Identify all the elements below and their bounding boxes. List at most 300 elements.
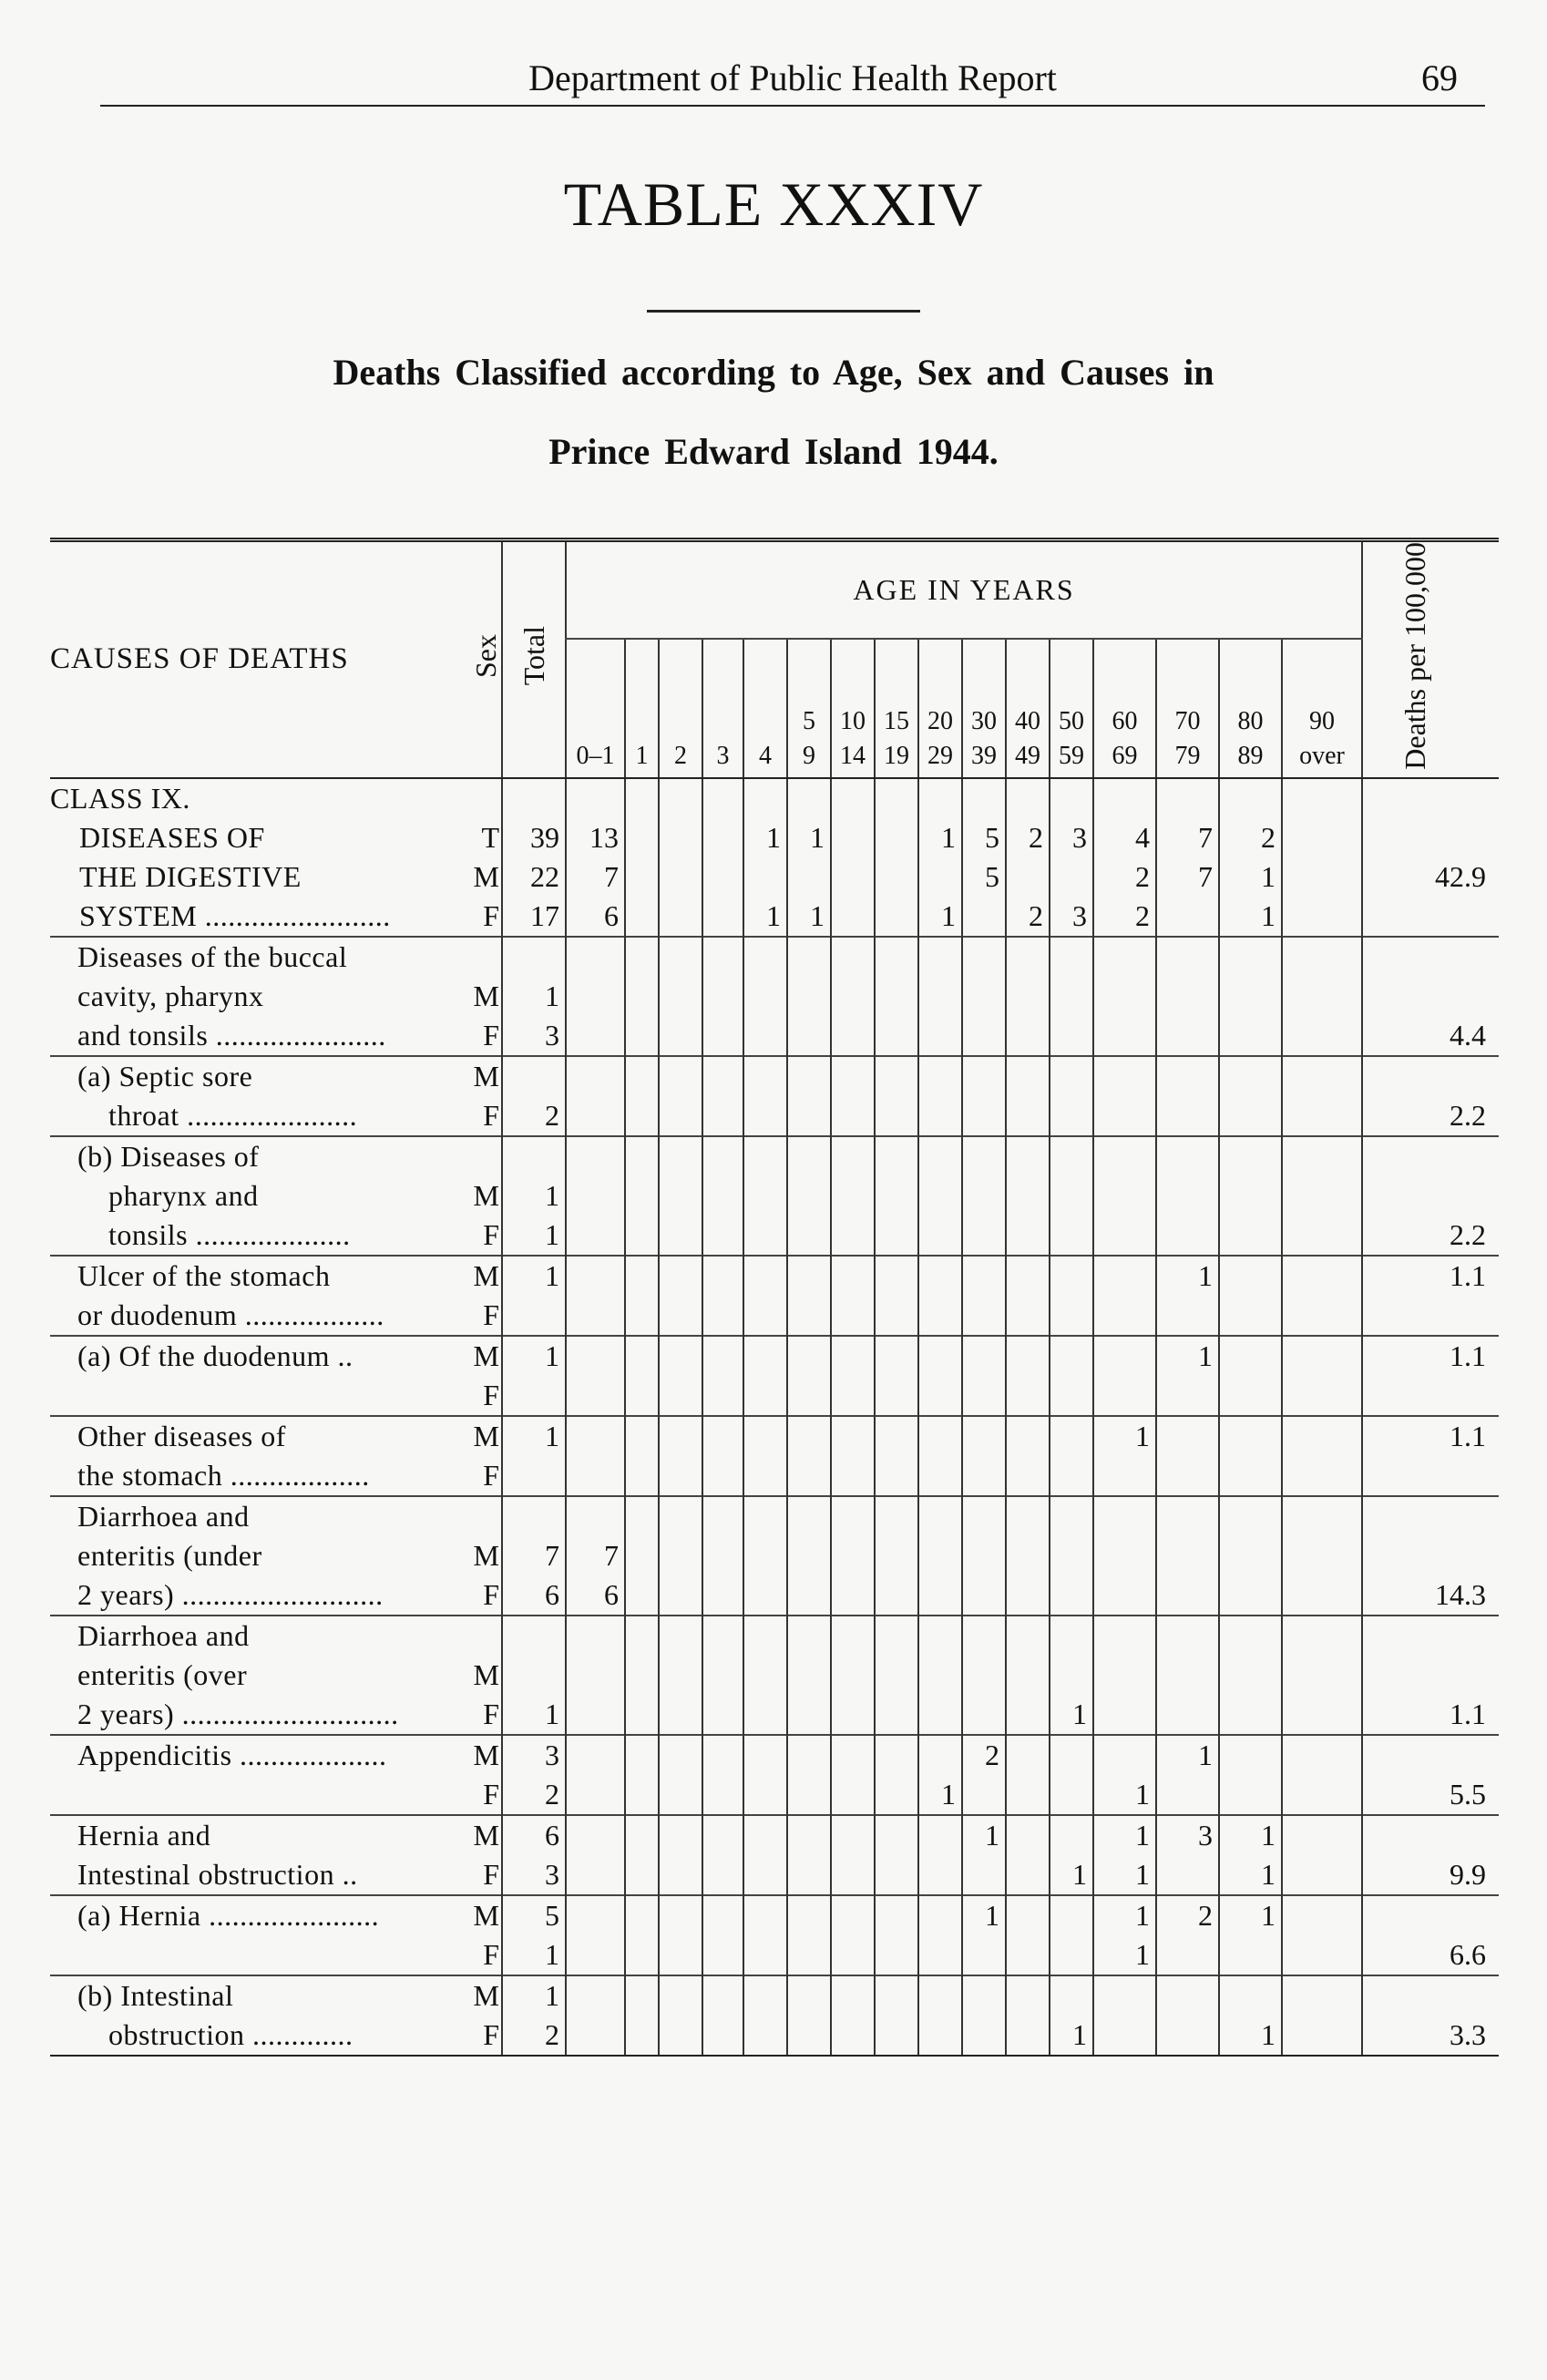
age-count-cell: [702, 1855, 743, 1895]
total-cell: [502, 1376, 566, 1416]
age-count-cell: [831, 1296, 875, 1336]
cause-cell: [50, 1775, 469, 1815]
age-count-cell: [1050, 1735, 1093, 1775]
age-count-cell: [625, 1376, 659, 1416]
total-cell: [502, 1456, 566, 1496]
cause-cell: DISEASES OF: [79, 820, 265, 854]
age-count-cell: [831, 1935, 875, 1975]
age-count-cell: [787, 1775, 831, 1815]
sex-cell: M: [469, 1735, 502, 1775]
age-count-cell: [1156, 1616, 1219, 1656]
age-count-cell: [875, 1735, 918, 1775]
age-count-cell: [1006, 1376, 1050, 1416]
table-row: [50, 778, 1499, 818]
cause-cell: enteritis (over: [77, 1657, 248, 1691]
age-band-header: [1156, 639, 1219, 778]
cause-cell: (b) Diseases of: [50, 1136, 469, 1176]
age-count-cell: [787, 2016, 831, 2056]
sex-cell: M: [473, 1178, 499, 1212]
age-count-cell: [918, 1975, 962, 2016]
table-row: [50, 1296, 1499, 1336]
age-count-cell: [1156, 2016, 1219, 2056]
age-count-cell: [1050, 1296, 1093, 1336]
age-count-cell: 1: [787, 897, 831, 937]
age-band-from: 60: [1112, 706, 1138, 735]
age-count-cell: [1219, 1296, 1282, 1336]
header-rate: [1362, 540, 1499, 778]
age-count-cell: [1219, 1056, 1282, 1096]
age-count-cell: [743, 1016, 787, 1056]
age-count-cell: [659, 1536, 702, 1575]
age-count-cell: [1282, 1935, 1362, 1975]
age-count-cell: [875, 937, 918, 977]
age-count-cell: [625, 1256, 659, 1296]
age-count-cell: [1093, 977, 1156, 1016]
sex-cell: M: [473, 979, 499, 1012]
age-count-cell: [1156, 1416, 1219, 1456]
age-count-cell: [1050, 1775, 1093, 1815]
age-count-cell: [566, 1815, 625, 1855]
age-count-cell: [962, 778, 1006, 818]
age-count-cell: 3: [1050, 897, 1093, 937]
total-cell: [502, 1136, 566, 1176]
cause-cell: tonsils ....................: [77, 1217, 351, 1251]
age-count-cell: [787, 1456, 831, 1496]
deaths-table-wrapper: [50, 538, 1499, 2057]
age-count-cell: [787, 1136, 831, 1176]
age-count-cell: [875, 1656, 918, 1695]
age-count-cell: [702, 1815, 743, 1855]
age-count-cell: [1282, 1296, 1362, 1336]
age-count-cell: [659, 1575, 702, 1616]
age-count-cell: [787, 1815, 831, 1855]
age-count-cell: [1282, 1695, 1362, 1735]
age-count-cell: [1050, 1336, 1093, 1376]
table-row: [50, 1056, 1499, 1096]
total-cell: 3: [502, 1855, 566, 1895]
age-count-cell: [1006, 2016, 1050, 2056]
age-count-cell: [831, 937, 875, 977]
age-count-cell: [1050, 1136, 1093, 1176]
age-count-cell: [918, 1016, 962, 1056]
age-count-cell: [702, 1056, 743, 1096]
age-band-to: 1: [635, 741, 649, 770]
age-count-cell: [962, 1456, 1006, 1496]
age-count-cell: [1219, 1656, 1282, 1695]
age-count-cell: [831, 1695, 875, 1735]
age-count-cell: [831, 1456, 875, 1496]
total-cell: 3: [502, 1735, 566, 1775]
age-count-cell: [1219, 1016, 1282, 1056]
age-count-cell: [831, 1336, 875, 1376]
age-count-cell: [1282, 1536, 1362, 1575]
age-count-cell: [1050, 1656, 1093, 1695]
age-count-cell: [918, 1096, 962, 1136]
age-band-to: 3: [716, 741, 730, 770]
rate-cell: 9.9: [1362, 1855, 1499, 1895]
rate-cell: [1362, 1376, 1499, 1416]
age-band-from: 20: [927, 706, 953, 735]
age-count-cell: [1093, 1376, 1156, 1416]
age-count-cell: [962, 1096, 1006, 1136]
age-count-cell: 2: [1093, 857, 1156, 897]
age-count-cell: [831, 1176, 875, 1216]
sex-cell: F: [483, 1298, 499, 1331]
cause-cell: Other diseases of: [50, 1416, 469, 1456]
sex-cell: [469, 778, 502, 818]
age-count-cell: [566, 977, 625, 1016]
age-count-cell: [875, 1895, 918, 1935]
age-count-cell: [875, 1935, 918, 1975]
age-count-cell: [1050, 778, 1093, 818]
table-row: [50, 1695, 1499, 1735]
age-count-cell: [1282, 1136, 1362, 1176]
table-row: [50, 1575, 1499, 1616]
age-count-cell: [1093, 1456, 1156, 1496]
age-count-cell: [659, 1016, 702, 1056]
rate-cell: 3.3: [1362, 2016, 1499, 2056]
age-count-cell: [743, 1735, 787, 1775]
age-count-cell: [743, 1176, 787, 1216]
age-count-cell: [625, 1416, 659, 1456]
sex-cell: F: [483, 1378, 499, 1411]
table-row: [50, 897, 1499, 937]
sex-cell: M: [469, 1975, 502, 2016]
age-count-cell: [831, 1016, 875, 1056]
sex-cell: F: [469, 2016, 502, 2056]
age-count-cell: [1156, 1656, 1219, 1695]
age-count-cell: [1093, 1056, 1156, 1096]
age-count-cell: [1219, 1176, 1282, 1216]
age-count-cell: [1219, 1616, 1282, 1656]
total-cell: 1: [502, 1695, 566, 1735]
age-count-cell: 6: [566, 1575, 625, 1616]
age-count-cell: [1006, 1735, 1050, 1775]
age-count-cell: [962, 937, 1006, 977]
age-count-cell: [1006, 857, 1050, 897]
sex-cell: [469, 1496, 502, 1536]
age-count-cell: [875, 778, 918, 818]
age-count-cell: [787, 1376, 831, 1416]
rate-cell: [1362, 1136, 1499, 1176]
age-count-cell: 1: [1050, 2016, 1093, 2056]
age-count-cell: [831, 1616, 875, 1656]
age-count-cell: [831, 1136, 875, 1176]
age-count-cell: [962, 1136, 1006, 1176]
deaths-table: [50, 538, 1499, 2057]
total-cell: 5: [502, 1895, 566, 1935]
cause-cell: 2 years) ..........................: [77, 1577, 384, 1611]
age-count-cell: 2: [962, 1735, 1006, 1775]
caption-line-2: Prince Edward Island 1944.: [548, 431, 999, 472]
age-count-cell: [1282, 1496, 1362, 1536]
age-count-cell: [831, 778, 875, 818]
age-count-cell: [566, 1975, 625, 2016]
age-count-cell: [1219, 1695, 1282, 1735]
age-count-cell: [743, 1536, 787, 1575]
age-count-cell: 4: [1093, 818, 1156, 857]
age-count-cell: [1006, 778, 1050, 818]
age-count-cell: [1050, 1975, 1093, 2016]
age-count-cell: [659, 1416, 702, 1456]
total-cell: 1: [502, 1416, 566, 1456]
age-count-cell: [918, 1815, 962, 1855]
age-count-cell: [787, 937, 831, 977]
table-row: [50, 1616, 1499, 1656]
age-count-cell: [918, 1456, 962, 1496]
age-band-header: [702, 639, 743, 778]
age-count-cell: [831, 2016, 875, 2056]
age-count-cell: [743, 1616, 787, 1656]
age-band-header: [1006, 639, 1050, 778]
age-band-from: 80: [1237, 706, 1264, 735]
age-count-cell: [566, 1376, 625, 1416]
total-cell: [502, 1616, 566, 1656]
age-count-cell: [702, 1176, 743, 1216]
running-head: [100, 56, 1485, 111]
age-count-cell: [566, 778, 625, 818]
age-count-cell: [743, 1416, 787, 1456]
age-count-cell: [702, 1895, 743, 1935]
total-cell: [502, 937, 566, 977]
age-count-cell: [962, 1256, 1006, 1296]
table-row: [50, 1496, 1499, 1536]
age-count-cell: [1050, 1376, 1093, 1416]
age-count-cell: [625, 1096, 659, 1136]
age-count-cell: [566, 1496, 625, 1536]
age-count-cell: [659, 1176, 702, 1216]
age-band-header: [625, 639, 659, 778]
age-count-cell: [659, 1456, 702, 1496]
age-count-cell: [625, 1496, 659, 1536]
age-count-cell: [1219, 1136, 1282, 1176]
age-count-cell: [702, 1656, 743, 1695]
age-band-header: [787, 639, 831, 778]
age-count-cell: 1: [918, 818, 962, 857]
rate-cell: 42.9: [1362, 857, 1499, 897]
age-count-cell: [1282, 1775, 1362, 1815]
age-band-from: [660, 704, 702, 739]
age-count-cell: [962, 1575, 1006, 1616]
header-rate-label: Deaths per 100,000: [1398, 542, 1431, 770]
rate-cell: [1362, 1815, 1499, 1855]
age-count-cell: [1050, 1056, 1093, 1096]
age-count-cell: [1219, 937, 1282, 977]
age-count-cell: [918, 1056, 962, 1096]
age-band-from: [567, 704, 624, 739]
age-count-cell: [1282, 1656, 1362, 1695]
age-count-cell: [787, 1855, 831, 1895]
rate-cell: [1362, 1616, 1499, 1656]
age-count-cell: [1093, 2016, 1156, 2056]
age-count-cell: [831, 1096, 875, 1136]
age-count-cell: [787, 977, 831, 1016]
header-age-in-years: AGE IN YEARS: [566, 540, 1362, 640]
age-count-cell: [918, 937, 962, 977]
age-count-cell: [566, 1176, 625, 1216]
total-cell: 22: [502, 857, 566, 897]
age-count-cell: [1282, 1895, 1362, 1935]
age-count-cell: [566, 1056, 625, 1096]
age-count-cell: [1219, 977, 1282, 1016]
age-count-cell: [1006, 1895, 1050, 1935]
age-count-cell: [787, 1895, 831, 1935]
age-count-cell: [1219, 1376, 1282, 1416]
age-count-cell: [1050, 1096, 1093, 1136]
sex-cell: [469, 1136, 502, 1176]
age-count-cell: [566, 1136, 625, 1176]
age-count-cell: [1156, 1016, 1219, 1056]
age-count-cell: [743, 1935, 787, 1975]
age-band-from: 15: [884, 706, 909, 735]
age-count-cell: [743, 1376, 787, 1416]
age-count-cell: [875, 1256, 918, 1296]
age-count-cell: [702, 1496, 743, 1536]
age-count-cell: [1156, 977, 1219, 1016]
age-count-cell: [743, 1256, 787, 1296]
age-count-cell: [659, 1775, 702, 1815]
age-count-cell: [1050, 1575, 1093, 1616]
age-count-cell: [743, 857, 787, 897]
age-band-to: 89: [1237, 741, 1264, 770]
sex-cell: M: [473, 859, 499, 893]
age-count-cell: [1156, 1496, 1219, 1536]
age-band-from: 5: [803, 706, 815, 735]
cause-cell: Appendicitis ...................: [50, 1735, 469, 1775]
age-count-cell: [1093, 1176, 1156, 1216]
age-count-cell: [1156, 1176, 1219, 1216]
age-count-cell: [566, 937, 625, 977]
age-count-cell: 1: [1156, 1735, 1219, 1775]
sex-cell: [469, 1616, 502, 1656]
age-count-cell: [702, 1775, 743, 1815]
page-number: 69: [1421, 57, 1458, 98]
age-count-cell: [875, 1496, 918, 1536]
sex-cell: M: [469, 1895, 502, 1935]
age-count-cell: [875, 1176, 918, 1216]
age-band-header: [831, 639, 875, 778]
cause-cell: and tonsils ......................: [77, 1018, 386, 1052]
age-count-cell: [831, 1815, 875, 1855]
age-count-cell: [625, 1895, 659, 1935]
age-count-cell: 1: [1219, 1815, 1282, 1855]
age-count-cell: [1093, 1735, 1156, 1775]
age-count-cell: [1050, 937, 1093, 977]
age-count-cell: [787, 1536, 831, 1575]
age-count-cell: [918, 2016, 962, 2056]
age-count-cell: [1006, 1456, 1050, 1496]
rate-cell: 4.4: [1362, 1016, 1499, 1056]
age-count-cell: [1006, 1616, 1050, 1656]
total-cell: 6: [502, 1575, 566, 1616]
age-count-cell: [566, 1256, 625, 1296]
age-band-to: 14: [840, 741, 866, 770]
age-count-cell: [1006, 1775, 1050, 1815]
age-count-cell: 1: [1156, 1336, 1219, 1376]
age-count-cell: 1: [962, 1895, 1006, 1935]
age-count-cell: [787, 1416, 831, 1456]
total-cell: [502, 1296, 566, 1336]
title-rule: [647, 310, 920, 313]
age-count-cell: [962, 2016, 1006, 2056]
age-count-cell: [1006, 1575, 1050, 1616]
cause-cell: Diarrhoea and: [50, 1496, 469, 1536]
age-count-cell: [625, 897, 659, 937]
age-count-cell: [1050, 1176, 1093, 1216]
cause-cell: SYSTEM ........................: [79, 898, 391, 932]
age-count-cell: [1006, 1416, 1050, 1456]
cause-cell: the stomach ..................: [77, 1458, 370, 1492]
age-count-cell: [875, 1456, 918, 1496]
age-count-cell: [1093, 1256, 1156, 1296]
total-cell: [502, 1496, 566, 1536]
age-count-cell: [625, 977, 659, 1016]
total-cell: 17: [502, 897, 566, 937]
age-count-cell: [918, 1176, 962, 1216]
cause-cell: or duodenum ..................: [77, 1298, 384, 1331]
age-count-cell: [1156, 1456, 1219, 1496]
age-count-cell: [566, 1016, 625, 1056]
age-count-cell: [787, 1096, 831, 1136]
age-band-header: [1219, 639, 1282, 778]
age-count-cell: [702, 818, 743, 857]
cause-cell: THE DIGESTIVE: [79, 859, 302, 893]
age-band-from: 40: [1015, 706, 1040, 735]
age-count-cell: [962, 1176, 1006, 1216]
age-band-header: [566, 639, 625, 778]
age-count-cell: [1156, 937, 1219, 977]
age-count-cell: [831, 1216, 875, 1256]
age-count-cell: [831, 1735, 875, 1775]
age-count-cell: [1050, 857, 1093, 897]
cause-cell: [50, 1935, 469, 1975]
age-count-cell: [918, 1656, 962, 1695]
age-count-cell: [702, 1136, 743, 1176]
age-count-cell: [787, 1336, 831, 1376]
age-count-cell: [659, 897, 702, 937]
age-count-cell: [625, 1775, 659, 1815]
age-count-cell: [566, 1895, 625, 1935]
rate-cell: 6.6: [1362, 1935, 1499, 1975]
header-sex-label: Sex: [469, 633, 502, 678]
age-count-cell: 1: [1093, 1775, 1156, 1815]
age-count-cell: [962, 1016, 1006, 1056]
age-count-cell: [918, 977, 962, 1016]
cause-cell: throat ......................: [77, 1098, 358, 1132]
age-count-cell: [625, 1296, 659, 1336]
age-count-cell: [659, 937, 702, 977]
table-row: [50, 2016, 1499, 2056]
age-count-cell: [1282, 1256, 1362, 1296]
age-count-cell: [659, 1296, 702, 1336]
age-count-cell: [875, 1815, 918, 1855]
age-count-cell: 2: [1156, 1895, 1219, 1935]
cause-cell: obstruction .............: [50, 2016, 469, 2056]
age-count-cell: [918, 1376, 962, 1416]
age-count-cell: [625, 1695, 659, 1735]
age-count-cell: [702, 1735, 743, 1775]
age-count-cell: [1282, 1855, 1362, 1895]
age-count-cell: 1: [743, 897, 787, 937]
table-row: [50, 1216, 1499, 1256]
age-count-cell: [875, 1975, 918, 2016]
total-cell: [502, 778, 566, 818]
age-band-header: [875, 639, 918, 778]
total-cell: 1: [502, 1176, 566, 1216]
age-count-cell: [1006, 1256, 1050, 1296]
table-row: [50, 1536, 1499, 1575]
age-count-cell: [566, 1735, 625, 1775]
